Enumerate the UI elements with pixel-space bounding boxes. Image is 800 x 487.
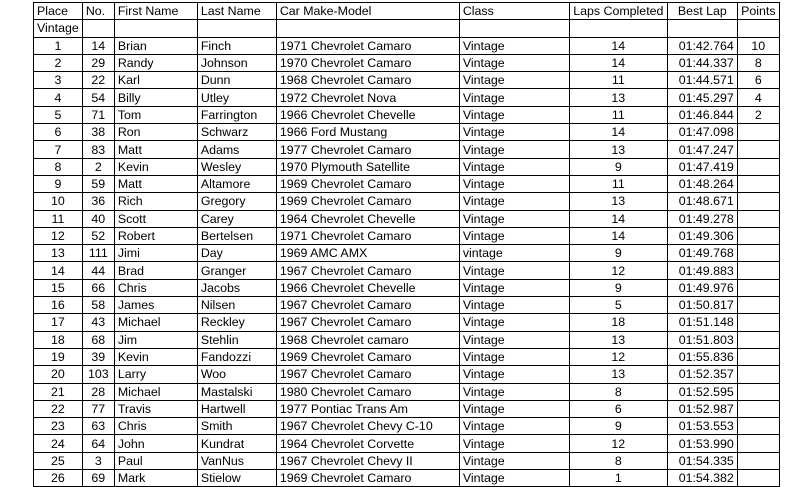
cell-best-lap: 01:42.764: [667, 37, 737, 54]
cell-class: Vintage: [459, 158, 569, 175]
cell-laps-completed: 14: [569, 37, 667, 54]
cell-points: [737, 331, 779, 348]
table-row: [34, 141, 780, 158]
cell-place: 9: [34, 175, 83, 192]
cell-laps-completed: 11: [569, 72, 667, 89]
cell-car-make-model: 1969 Chevrolet Camaro: [276, 470, 459, 487]
cell-first-name: Chris: [114, 418, 197, 435]
cell-best-lap: 01:47.098: [667, 124, 737, 141]
header-best-lap: Best Lap: [667, 3, 737, 20]
cell-last-name: Schwarz: [197, 124, 276, 141]
cell-no: 40: [82, 210, 114, 227]
table-row: [34, 262, 780, 279]
table-row: [34, 106, 780, 123]
cell-laps-completed: 13: [569, 141, 667, 158]
cell-points: [737, 141, 779, 158]
cell-points: [737, 418, 779, 435]
cell-first-name: Larry: [114, 366, 197, 383]
table-row: [34, 72, 780, 89]
cell-first-name: Jimi: [114, 245, 197, 262]
cell-car-make-model: 1970 Plymouth Satellite: [276, 158, 459, 175]
cell-points: [737, 348, 779, 365]
cell-first-name: Tom: [114, 106, 197, 123]
cell-car-make-model: 1967 Chevrolet Camaro: [276, 366, 459, 383]
cell-car-make-model: 1967 Chevrolet Chevy C-10: [276, 418, 459, 435]
cell-place: 8: [34, 158, 83, 175]
cell-last-name: Jacobs: [197, 279, 276, 296]
cell-best-lap: 01:46.844: [667, 106, 737, 123]
cell-place: 20: [34, 366, 83, 383]
cell-no: 64: [82, 435, 114, 452]
table-row: [34, 175, 780, 192]
cell-points: [737, 210, 779, 227]
cell-class: Vintage: [459, 348, 569, 365]
cell-place: 18: [34, 331, 83, 348]
cell-class: Vintage: [459, 175, 569, 192]
cell-no: 2: [82, 158, 114, 175]
cell-last-name: Fandozzi: [197, 348, 276, 365]
cell-last-name: VanNus: [197, 452, 276, 469]
cell-best-lap: 01:47.419: [667, 158, 737, 175]
table-row: [34, 245, 780, 262]
table-body: [34, 20, 780, 487]
cell-place: 17: [34, 314, 83, 331]
cell-class: Vintage: [459, 124, 569, 141]
cell-place: 1: [34, 37, 83, 54]
cell-best-lap: 01:50.817: [667, 297, 737, 314]
cell-no: 63: [82, 418, 114, 435]
cell-first-name: Mark: [114, 470, 197, 487]
cell-laps-completed: 13: [569, 89, 667, 106]
cell-last-name: Granger: [197, 262, 276, 279]
cell-car-make-model: 1970 Chevrolet Camaro: [276, 54, 459, 71]
cell-best-lap: 01:49.883: [667, 262, 737, 279]
cell-car-make-model: 1971 Chevrolet Camaro: [276, 227, 459, 244]
cell-car-make-model: 1977 Pontiac Trans Am: [276, 400, 459, 417]
cell-points: [737, 193, 779, 210]
cell-last-name: Dunn: [197, 72, 276, 89]
table-row: [34, 314, 780, 331]
cell-points: [737, 435, 779, 452]
results-table: [33, 2, 780, 487]
cell-laps-completed: 9: [569, 418, 667, 435]
cell-no: 43: [82, 314, 114, 331]
table-row: [34, 331, 780, 348]
cell-class: Vintage: [459, 106, 569, 123]
cell-car-make-model: 1968 Chevrolet camaro: [276, 331, 459, 348]
cell-car-make-model: 1967 Chevrolet Camaro: [276, 314, 459, 331]
cell-best-lap: 01:54.382: [667, 470, 737, 487]
cell-laps-completed: 13: [569, 366, 667, 383]
cell-class: Vintage: [459, 89, 569, 106]
cell-best-lap: 01:49.976: [667, 279, 737, 296]
cell-points: [737, 175, 779, 192]
cell-laps-completed: 18: [569, 314, 667, 331]
cell-points: [737, 400, 779, 417]
header-class: Class: [459, 3, 569, 20]
cell-laps-completed: 12: [569, 262, 667, 279]
cell-class: Vintage: [459, 210, 569, 227]
cell-best-lap: 01:45.297: [667, 89, 737, 106]
cell-place: 19: [34, 348, 83, 365]
cell-first-name: Michael: [114, 314, 197, 331]
cell-car-make-model: 1967 Chevrolet Chevy II: [276, 452, 459, 469]
cell-best-lap: 01:49.306: [667, 227, 737, 244]
table-row: [34, 435, 780, 452]
table-row: [34, 348, 780, 365]
cell-no: 77: [82, 400, 114, 417]
cell-laps-completed: 8: [569, 383, 667, 400]
cell-best-lap: 01:51.803: [667, 331, 737, 348]
cell-laps-completed: 9: [569, 245, 667, 262]
cell-first-name: Michael: [114, 383, 197, 400]
cell-best-lap: 01:47.247: [667, 141, 737, 158]
cell-first-name: Rich: [114, 193, 197, 210]
cell-car-make-model: 1969 Chevrolet Camaro: [276, 193, 459, 210]
cell-last-name: Wesley: [197, 158, 276, 175]
cell-first-name: John: [114, 435, 197, 452]
cell-last-name: Hartwell: [197, 400, 276, 417]
cell-place: 4: [34, 89, 83, 106]
cell-no: 14: [82, 37, 114, 54]
cell-points: [737, 279, 779, 296]
cell-points: [737, 366, 779, 383]
cell-laps-completed: 8: [569, 452, 667, 469]
cell-first-name: James: [114, 297, 197, 314]
cell-car-make-model: 1968 Chevrolet Camaro: [276, 72, 459, 89]
cell-best-lap: 01:54.335: [667, 452, 737, 469]
header-place: Place: [34, 3, 83, 20]
cell-place: 26: [34, 470, 83, 487]
header-first-name: First Name: [114, 3, 197, 20]
cell-class: Vintage: [459, 452, 569, 469]
cell-best-lap: 01:49.768: [667, 245, 737, 262]
cell-laps-completed: 14: [569, 124, 667, 141]
cell-no: 69: [82, 470, 114, 487]
cell-class: Vintage: [459, 400, 569, 417]
cell-points: [737, 470, 779, 487]
cell-first-name: Paul: [114, 452, 197, 469]
cell-class: Vintage: [459, 470, 569, 487]
cell-best-lap: 01:51.148: [667, 314, 737, 331]
cell-last-name: Woo: [197, 366, 276, 383]
group-label: Vintage: [34, 20, 83, 37]
cell-class: Vintage: [459, 383, 569, 400]
cell-best-lap: 01:53.990: [667, 435, 737, 452]
cell-laps-completed: 1: [569, 470, 667, 487]
cell-no: 103: [82, 366, 114, 383]
cell-class: vintage: [459, 245, 569, 262]
table-row: [34, 54, 780, 71]
cell-no: 52: [82, 227, 114, 244]
cell-best-lap: 01:48.671: [667, 193, 737, 210]
cell-first-name: Karl: [114, 72, 197, 89]
cell-first-name: Jim: [114, 331, 197, 348]
cell-points: 4: [737, 89, 779, 106]
cell-laps-completed: 13: [569, 331, 667, 348]
cell-no: 3: [82, 452, 114, 469]
cell-first-name: Matt: [114, 175, 197, 192]
cell-last-name: Stielow: [197, 470, 276, 487]
cell-laps-completed: 6: [569, 400, 667, 417]
cell-laps-completed: 14: [569, 54, 667, 71]
cell-no: 29: [82, 54, 114, 71]
cell-class: Vintage: [459, 314, 569, 331]
cell-class: Vintage: [459, 331, 569, 348]
cell-no: 44: [82, 262, 114, 279]
cell-place: 25: [34, 452, 83, 469]
cell-place: 10: [34, 193, 83, 210]
cell-car-make-model: 1980 Chevrolet Camaro: [276, 383, 459, 400]
cell-car-make-model: 1969 Chevrolet Camaro: [276, 175, 459, 192]
cell-laps-completed: 9: [569, 279, 667, 296]
cell-last-name: Smith: [197, 418, 276, 435]
cell-points: [737, 297, 779, 314]
cell-place: 5: [34, 106, 83, 123]
cell-points: [737, 227, 779, 244]
cell-last-name: Altamore: [197, 175, 276, 192]
cell-first-name: Brad: [114, 262, 197, 279]
cell-place: 2: [34, 54, 83, 71]
cell-car-make-model: 1972 Chevrolet Nova: [276, 89, 459, 106]
cell-no: 59: [82, 175, 114, 192]
cell-first-name: Chris: [114, 279, 197, 296]
cell-last-name: Nilsen: [197, 297, 276, 314]
cell-place: 7: [34, 141, 83, 158]
header-points: Points: [737, 3, 779, 20]
cell-no: 38: [82, 124, 114, 141]
cell-no: 22: [82, 72, 114, 89]
cell-laps-completed: 13: [569, 193, 667, 210]
cell-laps-completed: 12: [569, 348, 667, 365]
cell-best-lap: 01:44.571: [667, 72, 737, 89]
cell-points: [737, 158, 779, 175]
table-row: [34, 89, 780, 106]
cell-place: 21: [34, 383, 83, 400]
cell-class: Vintage: [459, 435, 569, 452]
cell-last-name: Finch: [197, 37, 276, 54]
cell-laps-completed: 11: [569, 175, 667, 192]
cell-best-lap: 01:48.264: [667, 175, 737, 192]
cell-place: 11: [34, 210, 83, 227]
cell-place: 14: [34, 262, 83, 279]
cell-no: 83: [82, 141, 114, 158]
cell-points: 6: [737, 72, 779, 89]
table-row: [34, 470, 780, 487]
cell-best-lap: 01:55.836: [667, 348, 737, 365]
cell-last-name: Kundrat: [197, 435, 276, 452]
table-row: [34, 158, 780, 175]
cell-first-name: Robert: [114, 227, 197, 244]
cell-best-lap: 01:52.595: [667, 383, 737, 400]
cell-car-make-model: 1971 Chevrolet Camaro: [276, 37, 459, 54]
cell-first-name: Ron: [114, 124, 197, 141]
cell-class: Vintage: [459, 297, 569, 314]
header-last-name: Last Name: [197, 3, 276, 20]
cell-place: 3: [34, 72, 83, 89]
header-no: No.: [82, 3, 114, 20]
cell-points: [737, 452, 779, 469]
cell-car-make-model: 1967 Chevrolet Camaro: [276, 297, 459, 314]
cell-last-name: Bertelsen: [197, 227, 276, 244]
cell-points: [737, 124, 779, 141]
cell-laps-completed: 14: [569, 227, 667, 244]
cell-car-make-model: 1969 AMC AMX: [276, 245, 459, 262]
cell-class: Vintage: [459, 193, 569, 210]
cell-no: 68: [82, 331, 114, 348]
cell-class: Vintage: [459, 262, 569, 279]
cell-no: 36: [82, 193, 114, 210]
cell-last-name: Carey: [197, 210, 276, 227]
cell-first-name: Matt: [114, 141, 197, 158]
table-row: [34, 418, 780, 435]
cell-points: 10: [737, 37, 779, 54]
cell-no: 54: [82, 89, 114, 106]
cell-first-name: Kevin: [114, 348, 197, 365]
cell-car-make-model: 1966 Ford Mustang: [276, 124, 459, 141]
cell-last-name: Mastalski: [197, 383, 276, 400]
cell-last-name: Adams: [197, 141, 276, 158]
table-row: [34, 227, 780, 244]
cell-class: Vintage: [459, 54, 569, 71]
cell-car-make-model: 1977 Chevrolet Camaro: [276, 141, 459, 158]
cell-first-name: Scott: [114, 210, 197, 227]
cell-points: [737, 383, 779, 400]
cell-first-name: Brian: [114, 37, 197, 54]
cell-last-name: Farrington: [197, 106, 276, 123]
cell-place: 24: [34, 435, 83, 452]
cell-car-make-model: 1969 Chevrolet Camaro: [276, 348, 459, 365]
cell-last-name: Utley: [197, 89, 276, 106]
table-row: [34, 193, 780, 210]
cell-laps-completed: 12: [569, 435, 667, 452]
cell-last-name: Johnson: [197, 54, 276, 71]
cell-no: 111: [82, 245, 114, 262]
cell-best-lap: 01:49.278: [667, 210, 737, 227]
table-row: [34, 366, 780, 383]
cell-best-lap: 01:52.357: [667, 366, 737, 383]
cell-no: 71: [82, 106, 114, 123]
table-row: [34, 124, 780, 141]
table-header: [34, 3, 780, 20]
cell-place: 16: [34, 297, 83, 314]
cell-class: Vintage: [459, 37, 569, 54]
table-row: [34, 297, 780, 314]
cell-place: 12: [34, 227, 83, 244]
cell-class: Vintage: [459, 366, 569, 383]
cell-no: 58: [82, 297, 114, 314]
cell-class: Vintage: [459, 279, 569, 296]
cell-first-name: Billy: [114, 89, 197, 106]
table-row: [34, 383, 780, 400]
cell-last-name: Day: [197, 245, 276, 262]
cell-class: Vintage: [459, 227, 569, 244]
cell-first-name: Travis: [114, 400, 197, 417]
cell-laps-completed: 5: [569, 297, 667, 314]
cell-car-make-model: 1964 Chevrolet Corvette: [276, 435, 459, 452]
header-car-make-model: Car Make-Model: [276, 3, 459, 20]
table-row: [34, 400, 780, 417]
cell-place: 15: [34, 279, 83, 296]
cell-laps-completed: 9: [569, 158, 667, 175]
cell-first-name: Kevin: [114, 158, 197, 175]
cell-place: 6: [34, 124, 83, 141]
cell-points: [737, 262, 779, 279]
cell-laps-completed: 14: [569, 210, 667, 227]
group-row: [34, 20, 780, 37]
cell-last-name: Gregory: [197, 193, 276, 210]
cell-last-name: Reckley: [197, 314, 276, 331]
cell-car-make-model: 1967 Chevrolet Camaro: [276, 262, 459, 279]
cell-points: [737, 314, 779, 331]
cell-car-make-model: 1966 Chevrolet Chevelle: [276, 279, 459, 296]
cell-place: 23: [34, 418, 83, 435]
cell-best-lap: 01:53.553: [667, 418, 737, 435]
cell-no: 28: [82, 383, 114, 400]
cell-points: [737, 245, 779, 262]
table-row: [34, 279, 780, 296]
table-row: [34, 452, 780, 469]
cell-points: 2: [737, 106, 779, 123]
cell-class: Vintage: [459, 72, 569, 89]
cell-no: 39: [82, 348, 114, 365]
table-row: [34, 37, 780, 54]
cell-car-make-model: 1964 Chevrolet Chevelle: [276, 210, 459, 227]
cell-class: Vintage: [459, 141, 569, 158]
header-laps-completed: Laps Completed: [569, 3, 667, 20]
cell-class: Vintage: [459, 418, 569, 435]
cell-last-name: Stehlin: [197, 331, 276, 348]
cell-first-name: Randy: [114, 54, 197, 71]
cell-points: 8: [737, 54, 779, 71]
cell-laps-completed: 11: [569, 106, 667, 123]
cell-place: 22: [34, 400, 83, 417]
cell-no: 66: [82, 279, 114, 296]
cell-place: 13: [34, 245, 83, 262]
cell-best-lap: 01:52.987: [667, 400, 737, 417]
cell-car-make-model: 1966 Chevrolet Chevelle: [276, 106, 459, 123]
table-row: [34, 210, 780, 227]
header-row: [34, 3, 780, 20]
cell-best-lap: 01:44.337: [667, 54, 737, 71]
